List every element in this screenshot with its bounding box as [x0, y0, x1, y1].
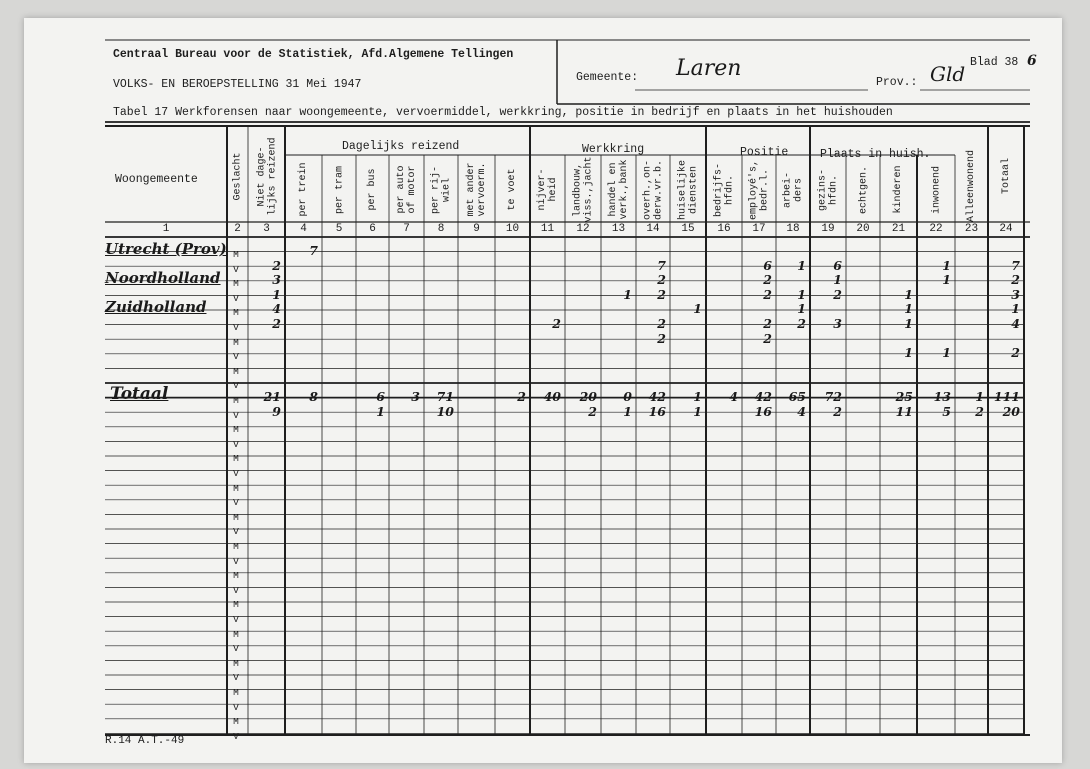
table-cell: 2 — [272, 316, 281, 331]
total-cell: 20 — [579, 389, 597, 404]
census-title: VOLKS- EN BEROEPSTELLING 31 Mei 1947 — [113, 78, 362, 91]
sex-marker: V — [233, 526, 239, 538]
table-cell: 2 — [763, 316, 772, 331]
blad-value: 6 — [1027, 53, 1037, 69]
column-number-5: 5 — [335, 223, 343, 235]
sex-marker: M — [233, 570, 239, 582]
column-header-21: kinderen — [893, 165, 904, 214]
column-number-20: 20 — [856, 223, 870, 235]
gemeente-value: Laren — [676, 56, 742, 81]
column-number-23: 23 — [964, 223, 979, 235]
total-cell: 1 — [693, 403, 702, 419]
sex-marker: M — [233, 249, 239, 260]
column-header-13: handel en verk.,bank — [607, 159, 630, 220]
column-header-7: per auto of motor — [395, 165, 418, 214]
column-header-woongemeente: Woongemeente — [115, 173, 198, 186]
table-cell: 7 — [309, 243, 318, 258]
table-cell: 2 — [657, 286, 666, 302]
sex-marker: V — [233, 614, 239, 625]
total-cell: 4 — [729, 389, 738, 404]
column-number-17: 17 — [752, 223, 766, 235]
total-cell: 40 — [543, 389, 561, 404]
sex-marker: V — [233, 438, 239, 450]
totaal-label: Totaal — [110, 383, 169, 404]
column-number-13: 13 — [611, 223, 626, 235]
column-number-22: 22 — [929, 223, 943, 235]
sex-marker: M — [233, 395, 239, 406]
total-cell: 2 — [975, 403, 984, 419]
total-cell: 42 — [648, 389, 666, 404]
total-cell: 25 — [895, 389, 913, 404]
column-number-24: 24 — [999, 223, 1013, 235]
sex-marker: M — [233, 511, 239, 523]
table-cell: 6 — [833, 257, 842, 273]
place-name: Utrecht (Prov) — [105, 240, 227, 258]
table-cell: 2 — [657, 272, 666, 288]
table-cell: 1 — [693, 301, 702, 317]
column-number-7: 7 — [403, 223, 410, 235]
column-number-9: 9 — [473, 223, 480, 235]
total-cell: 71 — [436, 389, 454, 404]
table-cell: 4 — [272, 301, 281, 317]
total-cell: 72 — [824, 389, 842, 404]
sex-marker: V — [233, 263, 239, 275]
total-cell: 13 — [933, 389, 951, 404]
column-header-2: Geslacht — [232, 152, 243, 201]
total-cell: 2 — [517, 389, 526, 404]
sex-marker: M — [233, 687, 239, 698]
table-cell: 1 — [904, 301, 913, 317]
column-number-10: 10 — [505, 223, 520, 235]
column-number-15: 15 — [681, 223, 695, 235]
column-header-4: per trein — [298, 162, 309, 217]
total-cell: 21 — [263, 389, 281, 404]
column-header-12: landbouw, viss.,jacht — [572, 155, 594, 222]
column-number-19: 19 — [821, 223, 835, 235]
sex-marker: V — [233, 643, 239, 655]
sex-marker: V — [233, 672, 239, 684]
table-cell: 1 — [904, 316, 913, 331]
total-cell: 42 — [754, 389, 772, 404]
column-header-22: inwonend — [930, 165, 942, 214]
column-header-8: per rij- wiel — [430, 165, 452, 214]
total-cell: 1 — [376, 403, 385, 419]
column-header-14: overh.,on- derw.vr.b. — [642, 159, 664, 220]
column-number-16: 16 — [717, 223, 731, 235]
column-number-6: 6 — [369, 223, 376, 235]
column-number-14: 14 — [646, 223, 660, 235]
column-header-24: Totaal — [1000, 158, 1012, 195]
table-cell: 2 — [272, 257, 281, 273]
sex-marker: M — [233, 599, 239, 611]
sex-marker: V — [233, 555, 239, 567]
table-cell: 1 — [942, 345, 951, 361]
total-cell: 8 — [309, 389, 318, 404]
total-cell: 16 — [754, 403, 772, 419]
table-cell: 1 — [833, 272, 842, 288]
sex-marker: M — [233, 716, 239, 728]
total-cell: 6 — [376, 389, 385, 404]
table-cell: 2 — [1011, 272, 1020, 288]
table-cell: 3 — [833, 316, 842, 331]
total-cell: 1 — [975, 389, 984, 404]
table-cell: 1 — [797, 286, 806, 302]
sex-marker: M — [233, 482, 239, 494]
column-header-17: employé's, bedr.l. — [748, 159, 770, 220]
table-cell: 7 — [1011, 257, 1020, 273]
table-cell: 2 — [763, 330, 772, 346]
column-header-10: te voet — [507, 168, 518, 211]
table-cell: 7 — [657, 257, 666, 273]
table-cell: 2 — [552, 316, 561, 331]
table-cell: 4 — [1011, 316, 1020, 331]
column-number-12: 12 — [576, 223, 590, 235]
bureau-title: Centraal Bureau voor de Statistiek, Afd.Algemene Tellingen — [113, 48, 514, 61]
total-cell: 20 — [1002, 403, 1020, 419]
sex-marker: V — [233, 292, 239, 304]
sex-marker: V — [233, 701, 239, 713]
column-header-23: Alleenwonend — [966, 149, 977, 222]
column-number-18: 18 — [786, 223, 800, 235]
prov-value: Gld — [930, 62, 966, 86]
table-cell: 1 — [272, 286, 281, 302]
column-header-15: huiselijke diensten — [677, 159, 699, 220]
total-cell: 10 — [436, 403, 454, 419]
sex-marker: M — [233, 657, 239, 669]
sex-marker: M — [233, 453, 239, 465]
table-cell: 1 — [904, 345, 913, 361]
place-name: Zuidholland — [105, 298, 207, 317]
total-cell: 9 — [272, 403, 281, 419]
blad-label: Blad 38 — [970, 56, 1019, 69]
column-header-11: nijver- heid — [536, 168, 559, 211]
total-cell: 65 — [788, 389, 806, 404]
sex-marker: V — [233, 730, 239, 742]
table-cell: 1 — [797, 301, 806, 317]
column-header-6: per bus — [367, 168, 378, 211]
column-number-11: 11 — [540, 223, 555, 235]
place-name: Noordholland — [105, 269, 221, 288]
table-cell: 2 — [657, 330, 666, 346]
column-number-8: 8 — [437, 223, 445, 235]
table-cell: 2 — [763, 272, 772, 288]
column-header-5: per tram — [333, 165, 345, 214]
total-cell: 2 — [833, 403, 842, 419]
sex-marker: M — [233, 307, 239, 319]
total-cell: 1 — [623, 403, 632, 419]
total-cell: 5 — [942, 403, 951, 419]
sex-marker: M — [233, 424, 239, 436]
table-cell: 2 — [833, 286, 842, 302]
table-cell: 1 — [904, 286, 913, 302]
sex-marker: V — [233, 409, 239, 421]
table-cell: 1 — [623, 286, 632, 302]
sex-marker: V — [233, 322, 239, 333]
table-cell: 2 — [797, 316, 806, 331]
column-number-4: 4 — [300, 223, 307, 235]
column-header-16: bedrijfs- hfdn. — [713, 162, 735, 217]
total-cell: 0 — [623, 389, 632, 404]
sex-marker: M — [233, 278, 239, 290]
group-positie: Positie — [740, 146, 789, 159]
table-cell: 2 — [657, 316, 666, 331]
table-cell: 1 — [942, 272, 951, 288]
table-cell: 1 — [797, 257, 806, 273]
group-plaats-in-huish: Plaats in huish. — [820, 148, 931, 161]
sex-marker: M — [233, 541, 239, 552]
sex-marker: V — [233, 497, 239, 509]
group-dagelijks-reizend: Dagelijks reizend — [342, 140, 460, 153]
column-header-19: gezins- hfdn. — [817, 168, 839, 211]
total-cell: 11 — [895, 403, 913, 419]
column-header-18: arbei- ders — [782, 171, 804, 208]
gemeente-label: Gemeente: — [576, 71, 639, 84]
table-cell: 2 — [763, 286, 772, 302]
table-cell: 1 — [1011, 301, 1020, 317]
prov-label: Prov.: — [876, 76, 918, 89]
column-header-20: echtgen. — [857, 165, 869, 214]
total-cell: 4 — [797, 403, 806, 419]
sex-marker: V — [233, 468, 239, 479]
column-number-2: 2 — [234, 223, 241, 235]
total-cell: 1 — [693, 389, 702, 404]
table-cell: 6 — [763, 257, 772, 273]
form-code: R.14 A.T.-49 — [105, 735, 185, 747]
table-cell: 2 — [1011, 345, 1020, 361]
column-header-9: met ander vervoerm. — [465, 162, 488, 217]
group-werkkring: Werkkring — [582, 143, 645, 156]
sex-marker: V — [233, 380, 239, 392]
sex-marker: M — [233, 628, 239, 640]
table-cell: 3 — [272, 272, 281, 288]
total-cell: 111 — [993, 389, 1020, 404]
column-number-3: 3 — [263, 223, 270, 235]
total-cell: 2 — [588, 403, 597, 419]
sex-marker: V — [233, 584, 239, 596]
sex-marker: M — [233, 365, 239, 377]
total-cell: 16 — [648, 403, 666, 419]
table-cell: 1 — [942, 257, 951, 273]
column-number-1: 1 — [162, 223, 170, 235]
table-title: Tabel 17 Werkforensen naar woongemeente, vervoermiddel, werkkring, positie in bedrijf en plaats in het huishouden — [113, 106, 893, 119]
sex-marker: M — [233, 336, 239, 348]
column-number-21: 21 — [891, 223, 906, 235]
column-header-3: Niet dage- lijks reizend — [255, 137, 278, 216]
total-cell: 3 — [411, 389, 420, 404]
table-cell: 3 — [1011, 286, 1020, 302]
sex-marker: V — [233, 351, 239, 363]
